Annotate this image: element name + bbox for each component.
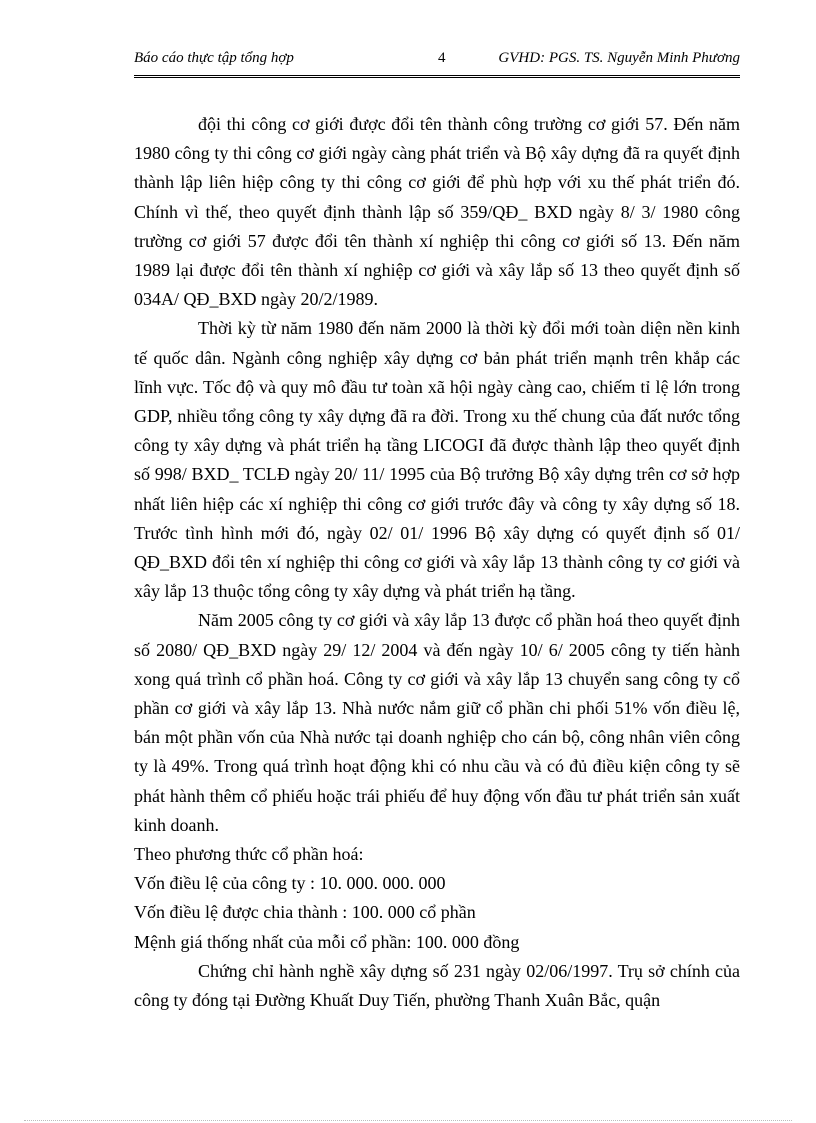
header-document-title: Báo cáo thực tập tổng hợp <box>134 50 294 66</box>
line-share-count: Vốn điều lệ được chia thành : 100. 000 cổ phần <box>134 902 476 923</box>
paragraph-history-1980: đội thi công cơ giới được đổi tên thành công trường cơ giới 57. Đến năm 1980 công ty thi công cơ giới ngày càng phát triển và Bộ xây dựng đã ra quyết định thành lập liên hiệp công ty thi công cơ giới để phù hợp với xu thế phát triển đó. Chính vì thế, theo quyết định thành lập số 359/QĐ_ BXD ngày 8/ 3/ 1980 công trường cơ giới 57 được đổi tên thành xí nghiệp thi công cơ giới số 13. Đến năm 1989 lại được đổi tên thành xí nghiệp cơ giới và xây lắp số 13 theo quyết định số 034A/ QĐ_BXD ngày 20/2/1989. <box>134 114 740 310</box>
paragraph-licogi: Thời kỳ từ năm 1980 đến năm 2000 là thời kỳ đổi mới toàn diện nền kinh tế quốc dân. Ngành công nghiệp xây dựng cơ bản phát triển mạnh trên khắp các lĩnh vực. Tốc độ và quy mô đầu tư toàn xã hội ngày càng cao, chiếm tỉ lệ lớn trong GDP, nhiều tổng công ty xây dựng đã ra đời. Trong xu thế chung của đất nước tổng công ty xây dựng và phát triển hạ tầng LICOGI đã được thành lập theo quyết định số 998/ BXD_ TCLĐ ngày 20/ 11/ 1995 của Bộ trưởng Bộ xây dựng trên cơ sở hợp nhất liên hiệp các xí nghiệp thi công cơ giới trước đây và công ty xây dựng số 18. Trước tình hình mới đó, ngày 02/ 01/ 1996 Bộ xây dựng có quyết định số 01/ QĐ_BXD đổi tên xí nghiệp thi công cơ giới và xây lắp 13 thành công ty cơ giới và xây lắp 13 thuộc tổng công ty xây dựng và phát triển hạ tầng. <box>134 318 740 602</box>
paragraph-license-headquarters: Chứng chỉ hành nghề xây dựng số 231 ngày 02/06/1997. Trụ sở chính của công ty đóng tại Đường Khuất Duy Tiến, phường Thanh Xuân Bắc, quận <box>134 960 740 1011</box>
line-par-value: Mệnh giá thống nhất của mỗi cổ phần: 100. 000 đồng <box>134 931 520 952</box>
document-body <box>134 110 740 1015</box>
paragraph-equitization: Năm 2005 công ty cơ giới và xây lắp 13 được cổ phần hoá theo quyết định số 2080/ QĐ_BXD ngày 29/ 12/ 2004 và đến ngày 10/ 6/ 2005 công ty tiến hành xong quá trình cổ phần hoá. Công ty cơ giới và xây lắp 13 chuyển sang công ty cổ phần cơ giới và xây lắp 13. Nhà nước nắm giữ cổ phần chi phối 51% vốn điều lệ, bán một phần vốn của Nhà nước tại doanh nghiệp cho cán bộ, công nhân viên công ty là 49%. Trong quá trình hoạt động khi có nhu cầu và có đủ điều kiện công ty sẽ phát hành thêm cổ phiếu hoặc trái phiếu để huy động vốn đầu tư phát triển sản xuất kinh doanh. <box>134 610 740 835</box>
footer-divider <box>24 1120 792 1121</box>
header-supervisor: GVHD: PGS. TS. Nguyễn Minh Phương <box>498 50 740 66</box>
header-divider <box>134 75 740 78</box>
page-number: 4 <box>438 50 446 66</box>
line-charter-capital: Vốn điều lệ của công ty : 10. 000. 000. 000 <box>134 873 446 894</box>
line-equitization-method: Theo phương thức cổ phần hoá: <box>134 844 364 865</box>
page-header <box>134 46 740 72</box>
